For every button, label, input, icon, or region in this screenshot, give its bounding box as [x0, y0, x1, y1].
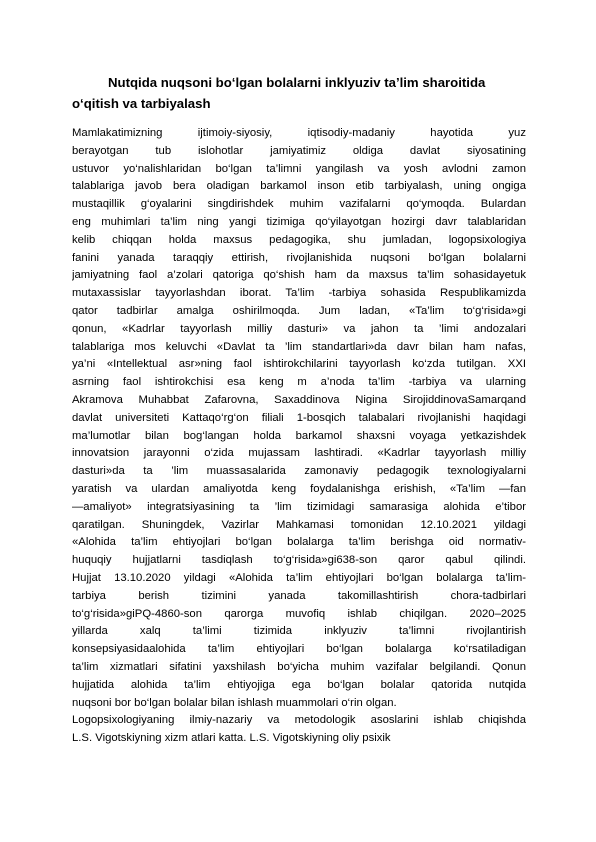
body-line: davlat universiteti Kattaqo‘rg‘on filiali 1-bosqich talabalari rivojlanishi haqidagi [72, 411, 526, 424]
body-line: Mamlakatimizning ijtimoiy-siyosiy, iqtisodiy-madaniy hayotida yuz [72, 127, 526, 139]
body-line: Akramova Muhabbat Zafarovna, Saxaddinova Nigina SirojiddinovaSamarqand [72, 393, 526, 406]
body-line: tarbiya berish tizimini yanada takomillashtirish chora-tadbirlari [72, 589, 526, 602]
body-line: qonun, «Kadrlar tayyorlash milliy dasturi» va jahon ta ’limi andozalari [72, 322, 526, 335]
body-line: dasturi»da ta ’lim muassasalarida zamonaviy pedagogik texnologiyalarni [72, 465, 526, 478]
body-line: asrning faol ishtirokchisi esa keng m a’noda ta’lim -tarbiya va ularning [72, 376, 526, 389]
body-line: berayotgan tub islohotlar jamiyatimiz oldiga davlat siyosatining [72, 144, 526, 157]
body-line: jamiyatning faol a’zolari qatoriga qo‘shish ham da maxsus ta’lim sohasidayetuk [72, 269, 526, 282]
body-line: to‘g‘risida»giPQ-4860-son qarorga muvofiq ishlab chiqilgan. 2020–2025 [72, 607, 526, 620]
title-line: Nutqida nuqsoni bo‘lgan bolalarni inklyuziv ta’lim sharoitida [108, 75, 486, 90]
body-line: ma’lumotlar bilan bog‘langan holda barkamol shaxsni voyaga yetkazishdek [72, 429, 526, 442]
body-line: kelib chiqqan holda maxsus pedagogika, shu jumladan, logopsixologiya [72, 233, 526, 246]
body-line: innovatsion jarayonni o‘zida mujassam lashtiradi. «Kadrlar tayyorlash milliy [72, 447, 526, 460]
body-line: L.S. Vigotskiyning xizm atlari katta. L.S. Vigotskiyning oliy psixik [72, 732, 391, 745]
body-line: qaratilgan. Shuningdek, Vazirlar Mahkamasi tomonidan 12.10.2021 yildagi [72, 518, 526, 531]
body-line: qator tadbirlar amalga oshirilmoqda. Jum ladan, «Ta’lim to‘g‘risida»gi [72, 304, 526, 317]
body-line: ustuvor yo‘nalishlaridan bo‘lgan ta’limni yangilash va yosh avlodni zamon [72, 162, 526, 175]
body-line: ta’lim xizmatlari sifatini yaxshilash bo‘yicha muhim vazifalar belgilandi. Qonun [72, 660, 526, 673]
body-line: konsepsiyasidaalohida ta’lim ehtiyojlari bo‘lgan bolalarga ko‘rsatiladigan [72, 643, 526, 656]
title-line: o‘qitish va tarbiyalash [72, 95, 211, 111]
body-line: yaratish va ulardan amaliyotda keng foydalanishga erishish, «Ta’lim —fan [72, 482, 526, 495]
body-line: talablariga javob bera oladigan barkamol inson etib tarbiyalash, uning ongiga [72, 180, 526, 193]
body-line: talablariga mos keluvchi «Davlat ta ’lim standartlari»da davr bilan ham nafas, [72, 340, 526, 353]
body-line: mutaxassislar tayyorlashdan iborat. Ta’lim -tarbiya sohasida Respublikamizda [72, 287, 526, 300]
body-line: fanini yanada taraqqiy ettirish, rivojlanishida nuqsoni bo‘lgan bolalarni [72, 251, 526, 264]
body-line: hujjatida alohida ta’lim ehtiyojiga ega bo‘lgan bolalar qatorida nutqida [72, 678, 526, 691]
body-line: mustaqillik g‘oyalarini singdirishdek muhim vazifalarni qo‘ymoqda. Bulardan [72, 198, 526, 211]
document-title [72, 73, 528, 114]
body-line: yillarda xalq ta’limi tizimida inklyuziv ta’limni rivojlantirish [72, 625, 526, 638]
body-line: —amaliyot» integratsiyasining ta ’lim tizimidagi samarasiga alohida e’tibor [72, 500, 526, 513]
body-line: ya’ni «Intellektual asr»ning faol ishtirokchilarini tayyorlash ko‘zda tutilgan. XXI [72, 358, 526, 371]
body-line: «Alohida ta’lim ehtiyojlari bo‘lgan bolalarga ta’lim berishga oid normativ- [72, 536, 526, 549]
body-line: eng muhimlari ta’lim ning yangi tizimiga qo‘yilayotgan hozirgi davr talablaridan [72, 215, 526, 228]
body-line: nuqsoni bor bo‘lgan bolalar bilan ishlash muammolari o‘rin olgan. [72, 696, 397, 709]
document-body [72, 125, 526, 748]
body-line: Hujjat 13.10.2020 yildagi «Alohida ta’lim ehtiyojlari bo‘lgan bolalarga ta’lim- [72, 571, 526, 584]
body-line: Logopsixologiyaning ilmiy-nazariy va metodologik asoslarini ishlab chiqishda [72, 714, 526, 727]
body-line: huquqiy hujjatlarni tasdiqlash to‘g‘risida»gi638-son qaror qabul qilindi. [72, 554, 526, 567]
